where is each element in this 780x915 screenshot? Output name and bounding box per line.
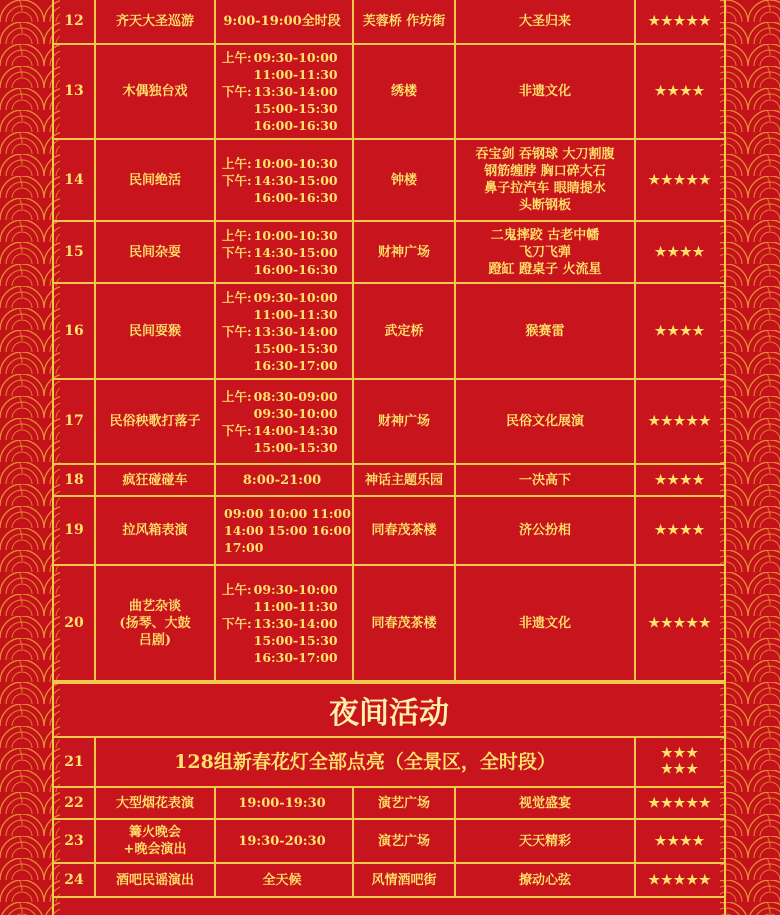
time-slot: 16:00-16:30 — [253, 118, 338, 133]
time-slot: 09:30-10:00 — [253, 581, 338, 597]
activity-name: 疯狂碰碰车 — [96, 465, 216, 495]
activity-location: 同春茂茶楼 — [354, 497, 456, 564]
time-period-label — [222, 117, 252, 134]
time-slot: 16:30-17:00 — [253, 649, 338, 665]
time-period-label: 上午: — [222, 581, 252, 597]
time-list — [222, 227, 338, 278]
time-period-label — [222, 189, 252, 206]
rating-stars: ★★★★★ — [648, 872, 712, 888]
time-period-label — [222, 439, 252, 456]
activity-location: 风情酒吧街 — [354, 864, 456, 896]
activity-times — [216, 566, 354, 680]
time-slot: 16:30-17:00 — [253, 357, 338, 373]
table-row — [54, 45, 724, 140]
table-row — [54, 864, 724, 898]
activity-name-line: +晚会演出 — [123, 842, 187, 857]
time-period-label — [222, 340, 252, 357]
row-number: 17 — [54, 380, 96, 463]
activity-content: 济公扮相 — [456, 497, 636, 564]
time-slot: 17:00 — [224, 540, 264, 555]
rating-stars: ★★★★ — [654, 523, 706, 538]
rating-stars: ★★★★ — [654, 244, 706, 260]
rating-stars: ★★★★★ — [648, 615, 712, 631]
time-slot: 10:00-10:30 — [253, 227, 338, 243]
activity-location: 神话主题乐园 — [354, 465, 456, 495]
activity-name: 128组新春花灯全部点亮（全景区，全时段） — [96, 738, 636, 786]
time-period-label: 上午: — [222, 289, 252, 305]
activity-times — [216, 222, 354, 282]
activity-location: 演艺广场 — [354, 788, 456, 818]
row-number: 23 — [54, 820, 96, 862]
content-lines — [475, 146, 614, 214]
activity-name-line: 吕剧) — [138, 632, 172, 648]
rating-stars: ★★★★★ — [648, 172, 712, 188]
time-slot: 14:00 15:00 16:00 — [224, 523, 351, 538]
activity-name: 拉风箱表演 — [96, 497, 216, 564]
activity-content: 民俗文化展演 — [456, 380, 636, 463]
row-number: 12 — [54, 0, 96, 43]
activity-times: 8:00-21:00 — [216, 465, 354, 495]
time-slot: 13:30-14:00 — [253, 84, 338, 99]
table-row — [54, 788, 724, 820]
rating-stars: ★★★★ — [654, 833, 706, 849]
row-number: 21 — [54, 738, 96, 786]
time-period-label: 上午: — [222, 227, 252, 243]
row-number: 14 — [54, 140, 96, 220]
activity-content — [456, 222, 636, 282]
time-period-label: 下午: — [222, 172, 252, 188]
activity-location: 演艺广场 — [354, 820, 456, 862]
activity-name: 酒吧民谣演出 — [96, 864, 216, 896]
activity-times — [216, 45, 354, 138]
table-row — [54, 140, 724, 222]
content-line: 二鬼摔跤 古老中幡 — [490, 227, 600, 243]
time-period-label: 上午: — [222, 155, 252, 171]
activity-name — [96, 566, 216, 680]
time-period-label: 下午: — [222, 244, 252, 260]
table-row — [54, 497, 724, 566]
activity-name-lines — [119, 598, 190, 649]
time-slot: 09:00 10:00 11:00 — [224, 506, 351, 521]
time-list — [222, 49, 338, 134]
time-slot: 16:00-16:30 — [253, 261, 338, 277]
table-row — [54, 465, 724, 497]
activity-content: 撩动心弦 — [456, 864, 636, 896]
content-lines — [488, 227, 601, 278]
schedule-table — [52, 0, 726, 915]
time-slot: 15:00-15:30 — [253, 101, 338, 116]
time-period-label: 下午: — [222, 84, 252, 99]
activity-location: 财神广场 — [354, 380, 456, 463]
time-period-label: 上午: — [222, 50, 252, 65]
time-period-label — [222, 632, 252, 649]
row-number: 19 — [54, 497, 96, 564]
time-period-label — [222, 306, 252, 323]
activity-times: 19:00-19:30 — [216, 788, 354, 818]
row-number: 13 — [54, 45, 96, 138]
content-line: 头断钢板 — [518, 198, 571, 213]
activity-name: 民间杂耍 — [96, 222, 216, 282]
time-period-label: 上午: — [222, 388, 252, 404]
content-line: 蹬缸 蹬桌子 火流星 — [488, 261, 602, 277]
activity-times — [216, 497, 354, 564]
content-line: 飞刀飞弹 — [518, 244, 571, 260]
rating-stars-line: ★★★ — [661, 762, 699, 777]
time-list — [222, 388, 338, 456]
table-row — [54, 566, 724, 682]
rating-stars — [636, 738, 724, 786]
time-slot: 09:30-10:00 — [253, 405, 338, 421]
time-slot: 09:30-10:00 — [253, 50, 338, 65]
activity-location: 武定桥 — [354, 284, 456, 378]
table-row — [54, 0, 724, 45]
time-period-label: 下午: — [222, 422, 252, 438]
activity-times — [216, 284, 354, 378]
rating-stars: ★★★★★ — [648, 414, 712, 429]
activity-times — [216, 140, 354, 220]
activity-location: 财神广场 — [354, 222, 456, 282]
row-number: 16 — [54, 284, 96, 378]
row-number: 24 — [54, 864, 96, 896]
time-period-label — [222, 598, 252, 615]
content-line: 吞宝剑 吞钢球 大刀割腹 — [475, 147, 615, 162]
activity-content: 天天精彩 — [456, 820, 636, 862]
activity-name: 齐天大圣巡游 — [96, 0, 216, 43]
activity-content: 视觉盛宴 — [456, 788, 636, 818]
activity-location: 同春茂茶楼 — [354, 566, 456, 680]
time-period-label — [222, 357, 252, 374]
activity-content: 大圣归来 — [456, 0, 636, 43]
rating-stars: ★★★★ — [654, 84, 706, 99]
activity-name-lines — [124, 824, 187, 858]
time-period-label — [222, 100, 252, 117]
row-number: 20 — [54, 566, 96, 680]
time-slot: 10:00-10:30 — [253, 155, 338, 171]
activity-name — [96, 820, 216, 862]
activity-content: 一决高下 — [456, 465, 636, 495]
rating-stars: ★★★★★ — [648, 795, 712, 811]
activity-times: 19:30-20:30 — [216, 820, 354, 862]
row-number: 15 — [54, 222, 96, 282]
activity-name: 大型烟花表演 — [96, 788, 216, 818]
activity-name: 民间绝活 — [96, 140, 216, 220]
activity-content — [456, 140, 636, 220]
night-activities-title: 夜间活动 — [54, 682, 724, 738]
time-slot: 11:00-11:30 — [253, 306, 338, 322]
time-slot: 14:30-15:00 — [253, 244, 338, 260]
rating-stars: ★★★★ — [654, 323, 706, 339]
time-slot: 08:30-09:00 — [253, 388, 338, 404]
time-list — [222, 155, 338, 206]
time-slot: 11:00-11:30 — [253, 67, 338, 82]
time-slot: 14:30-15:00 — [253, 172, 338, 188]
time-period-label — [222, 649, 252, 666]
rating-stars: ★★★★ — [654, 472, 706, 488]
activity-name-line: 曲艺杂谈 — [128, 598, 181, 614]
rating-stars-stack — [661, 746, 699, 778]
activity-times — [216, 380, 354, 463]
time-slot: 15:00-15:30 — [253, 340, 338, 356]
activity-times: 全天候 — [216, 864, 354, 896]
activity-times: 9:00-19:00全时段 — [216, 0, 354, 43]
table-row — [54, 284, 724, 380]
time-slot: 09:30-10:00 — [253, 289, 338, 305]
table-row — [54, 820, 724, 864]
time-slot: 15:00-15:30 — [253, 632, 338, 648]
time-period-label — [222, 405, 252, 422]
activity-name: 民间耍猴 — [96, 284, 216, 378]
content-line: 钢筋缠脖 胸口碎大石 — [484, 164, 606, 179]
time-list — [222, 505, 351, 556]
time-list — [222, 289, 338, 374]
time-period-label: 下午: — [222, 323, 252, 339]
rating-stars: ★★★★★ — [648, 14, 712, 29]
table-row — [54, 738, 724, 788]
row-number: 18 — [54, 465, 96, 495]
time-slot: 16:00-16:30 — [253, 189, 338, 205]
time-slot: 13:30-14:00 — [253, 323, 338, 339]
activity-name-line: 篝火晚会 — [128, 825, 181, 840]
row-number: 22 — [54, 788, 96, 818]
activity-content: 非遗文化 — [456, 566, 636, 680]
activity-name: 木偶独台戏 — [96, 45, 216, 138]
time-period-label: 下午: — [222, 615, 252, 631]
time-slot: 11:00-11:30 — [253, 598, 338, 614]
activity-location: 芙蓉桥 作坊街 — [354, 0, 456, 43]
time-period-label — [222, 66, 252, 83]
time-slot: 15:00-15:30 — [253, 439, 338, 455]
content-line: 鼻子拉汽车 眼睛提水 — [484, 181, 606, 196]
table-row — [54, 222, 724, 284]
activity-location: 钟楼 — [354, 140, 456, 220]
activity-name: 民俗秧歌打落子 — [96, 380, 216, 463]
time-period-label — [222, 261, 252, 278]
time-slot: 14:00-14:30 — [253, 422, 338, 438]
activity-content: 非遗文化 — [456, 45, 636, 138]
activity-content: 猴赛雷 — [456, 284, 636, 378]
activity-location: 绣楼 — [354, 45, 456, 138]
time-list — [222, 581, 338, 666]
rating-stars-line: ★★★ — [661, 746, 699, 761]
activity-name-line: (扬琴、大鼓 — [119, 615, 191, 631]
time-slot: 13:30-14:00 — [253, 615, 338, 631]
table-row — [54, 380, 724, 465]
